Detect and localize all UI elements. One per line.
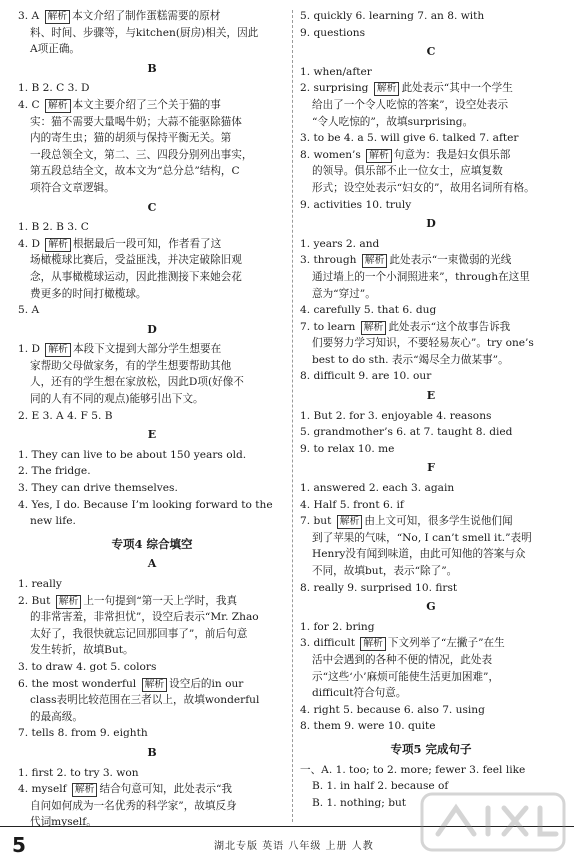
answer-continuation: 到了苹果的气味，“No, I can’t smell it.”表明: [312, 531, 532, 544]
section-letter: C: [147, 200, 157, 214]
column-divider: [292, 10, 293, 822]
answer-continuation: 家帮助父母做家务，有的学生想要帮助其他: [30, 359, 232, 372]
answer-continuation: 自问如何成为一名优秀的科学家”，故填反身: [30, 799, 237, 812]
analysis-tag: 解析: [45, 99, 71, 113]
section-letter: D: [147, 322, 157, 336]
answer-continuation: 发生转折，故填But。: [30, 644, 134, 657]
answer-continuation: new life.: [30, 515, 76, 528]
answer-line: 3. through 解析 此处表示“一束微弱的光线: [300, 254, 512, 267]
answer-continuation: difficult符合句意。: [312, 687, 407, 700]
answer-line: 5. grandmother’s 6. at 7. taught 8. died: [300, 426, 513, 439]
answer-continuation: 们要努力学习知识，不要轻易灰心”。try one’s: [312, 337, 534, 350]
answer-line: 1. answered 2. each 3. again: [300, 482, 455, 495]
answer-line: 1. D 解析 本段下文提到大部分学生想要在: [18, 343, 222, 356]
answer-line: 3. difficult 解析 下文列举了“左撇子”在生: [300, 637, 505, 650]
analysis-tag: 解析: [360, 637, 386, 651]
answer-continuation: class表明比较范围在三者以上，故填wonderful: [30, 694, 260, 707]
analysis-tag: 解析: [374, 82, 400, 96]
analysis-tag: 解析: [362, 254, 388, 268]
answer-line: 7. tells 8. from 9. eighth: [18, 727, 148, 740]
answer-continuation: B. 1. in half 2. because of: [312, 780, 449, 793]
answer-line: 4. myself 解析 结合句意可知，此处表示“我: [18, 783, 233, 796]
analysis-tag: 解析: [72, 783, 98, 797]
answer-continuation: best to do sth. 表示“竭尽全力做某事”。: [312, 353, 509, 366]
answer-line: 1. really: [18, 578, 62, 590]
answer-continuation: 一段总领全文，第二、三、四段分别列出事实，: [30, 148, 253, 161]
answer-continuation: 内的寄生虫；猫的胡须与保持平衡无关。第: [30, 132, 232, 145]
answer-line: 一、A. 1. too; to 2. more; fewer 3. feel like: [300, 763, 526, 776]
answer-line: 2. E 3. A 4. F 5. B: [18, 409, 113, 422]
answer-continuation: 代词myself。: [30, 816, 97, 829]
answer-continuation: A项正确。: [30, 43, 81, 56]
section-letter: E: [426, 389, 436, 403]
answer-line: 8. them 9. were 10. quite: [300, 720, 436, 733]
analysis-tag: 解析: [45, 343, 71, 357]
answer-continuation: 示“这些‘小’麻烦可能使生活更加困难”，: [312, 670, 500, 683]
analysis-tag: 解析: [366, 149, 392, 163]
answer-line: 4. D 解析 根据最后一段可知，作者看了这: [18, 237, 222, 250]
answer-continuation: B. 1. nothing; but: [312, 796, 407, 809]
answer-line: 8. women’s 解析 句意为：我是妇女俱乐部: [300, 148, 511, 161]
answer-line: 2. But 解析 上一句提到“第一天上学时，我真: [18, 594, 238, 607]
answer-continuation: 费更多的时间打橄榄球。: [30, 287, 147, 300]
section-letter: G: [426, 600, 436, 614]
answer-line: 1. years 2. and: [300, 237, 380, 250]
watermark-logo-icon: [418, 790, 568, 854]
answer-continuation: 的非常害羞，非常担忧”，设空后表示“Mr. Zhao: [30, 611, 259, 624]
answer-line: 3. A 解析 本文介绍了制作蛋糕需要的原材: [18, 10, 221, 22]
answer-line: 5. quickly 6. learning 7. an 8. with: [300, 10, 485, 22]
answer-line: 1. when/after: [300, 65, 372, 78]
answer-continuation: 念，从事橄榄球运动，因此推测接下来她会花: [30, 270, 242, 283]
left-column: [18, 8, 286, 831]
answer-line: 8. difficult 9. are 10. our: [300, 370, 432, 383]
section-letter: E: [147, 428, 157, 442]
section-letter: B: [147, 745, 157, 759]
answer-line: 1. They can live to be about 150 years old.: [18, 448, 247, 461]
answer-line: 4. Half 5. front 6. if: [300, 498, 404, 511]
topic-heading: 专项4 综合填空: [111, 536, 193, 551]
answer-line: 1. for 2. bring: [300, 620, 375, 633]
answer-line: 9. questions: [300, 26, 366, 39]
answer-line: 2. surprising 解析 此处表示“其中一个学生: [300, 82, 513, 95]
answer-line: 6. the most wonderful 解析 设空后的in our: [18, 677, 244, 690]
answer-line: 7. but 解析 由上文可知，很多学生说他们闻: [300, 515, 513, 528]
analysis-tag: 解析: [45, 238, 71, 252]
book-info: 湖北专版 英语 八年级 上册 人教: [214, 841, 374, 852]
answer-continuation: 实：猫不需要大量喝牛奶；大蒜不能驱除猫体: [30, 115, 242, 128]
answer-continuation: Henry没有闻到味道，由此可知他的答案与众: [312, 548, 526, 561]
answer-line: 4. right 5. because 6. also 7. using: [300, 703, 485, 716]
answer-line: 3. to be 4. a 5. will give 6. talked 7. after: [300, 132, 519, 145]
answer-continuation: 通过墙上的一个小洞照进来”，through在这里: [312, 270, 530, 283]
answer-continuation: 人，还有的学生想在家放松，因此D项(好像不: [30, 376, 244, 389]
answer-continuation: 的最高级。: [30, 710, 83, 723]
answer-continuation: “令人吃惊的”，故填surprising。: [312, 115, 474, 128]
answer-line: 1. But 2. for 3. enjoyable 4. reasons: [300, 409, 492, 422]
answer-line: 2. The fridge.: [18, 465, 91, 478]
answer-continuation: 给出了一个令人吃惊的答案”，设空处表示: [312, 98, 509, 111]
answer-line: 4. C 解析 本文主要介绍了三个关于猫的事: [18, 98, 221, 111]
answer-line: 3. They can drive themselves.: [18, 482, 178, 495]
answer-line: 8. really 9. surprised 10. first: [300, 581, 458, 594]
answer-line: 1. B 2. B 3. C: [18, 221, 89, 234]
answer-continuation: 太好了，我很快就忘记回那回事了”，前后句意: [30, 627, 248, 640]
answer-line: 4. carefully 5. that 6. dug: [300, 304, 437, 317]
answer-line: 3. to draw 4. got 5. colors: [18, 660, 157, 673]
answer-continuation: 料、时间、步骤等，与kitchen(厨房)相关，因此: [30, 26, 259, 39]
answer-continuation: 同的人有不同的观点)能够引出下文。: [30, 393, 204, 406]
answer-continuation: 项符合文章逻辑。: [30, 181, 115, 194]
answer-line: 1. B 2. C 3. D: [18, 82, 90, 95]
section-letter: A: [147, 557, 157, 571]
section-letter: D: [426, 217, 436, 231]
section-letter: B: [147, 61, 157, 75]
answer-line: 9. to relax 10. me: [300, 442, 395, 455]
section-letter: F: [427, 461, 435, 475]
answer-continuation: 第五段总结全文，故本文为“总分总”结构，C: [30, 165, 240, 178]
answer-continuation: 意为“穿过”。: [312, 287, 376, 300]
answer-line: 7. to learn 解析 此处表示“这个故事告诉我: [300, 320, 511, 333]
topic-heading: 专项5 完成句子: [390, 741, 472, 756]
analysis-tag: 解析: [56, 595, 82, 609]
page-number: 5: [12, 833, 26, 857]
analysis-tag: 解析: [142, 678, 168, 692]
answer-line: 5. A: [18, 304, 40, 317]
right-column: [300, 8, 562, 811]
answer-line: 1. first 2. to try 3. won: [18, 766, 139, 779]
section-letter: C: [426, 45, 436, 59]
answer-continuation: 场橄榄球比赛后，受益匪浅，并决定破除旧观: [30, 254, 242, 267]
answer-continuation: 形式；设空处表示“妇女的”，故用名词所有格。: [312, 181, 535, 194]
answer-continuation: 的领导。俱乐部不止一位女士，应填复数: [312, 165, 503, 178]
analysis-tag: 解析: [337, 515, 363, 529]
answer-line: 4. Yes, I do. Because I’m looking forward to the: [18, 498, 273, 511]
analysis-tag: 解析: [361, 321, 387, 335]
answer-continuation: 活中会遇到的各种不便的情况，此处表: [312, 653, 493, 666]
answer-continuation: 不同，故填but，表示“除了”。: [312, 565, 458, 577]
analysis-tag: 解析: [45, 10, 71, 24]
answer-line: 9. activities 10. truly: [300, 198, 412, 211]
